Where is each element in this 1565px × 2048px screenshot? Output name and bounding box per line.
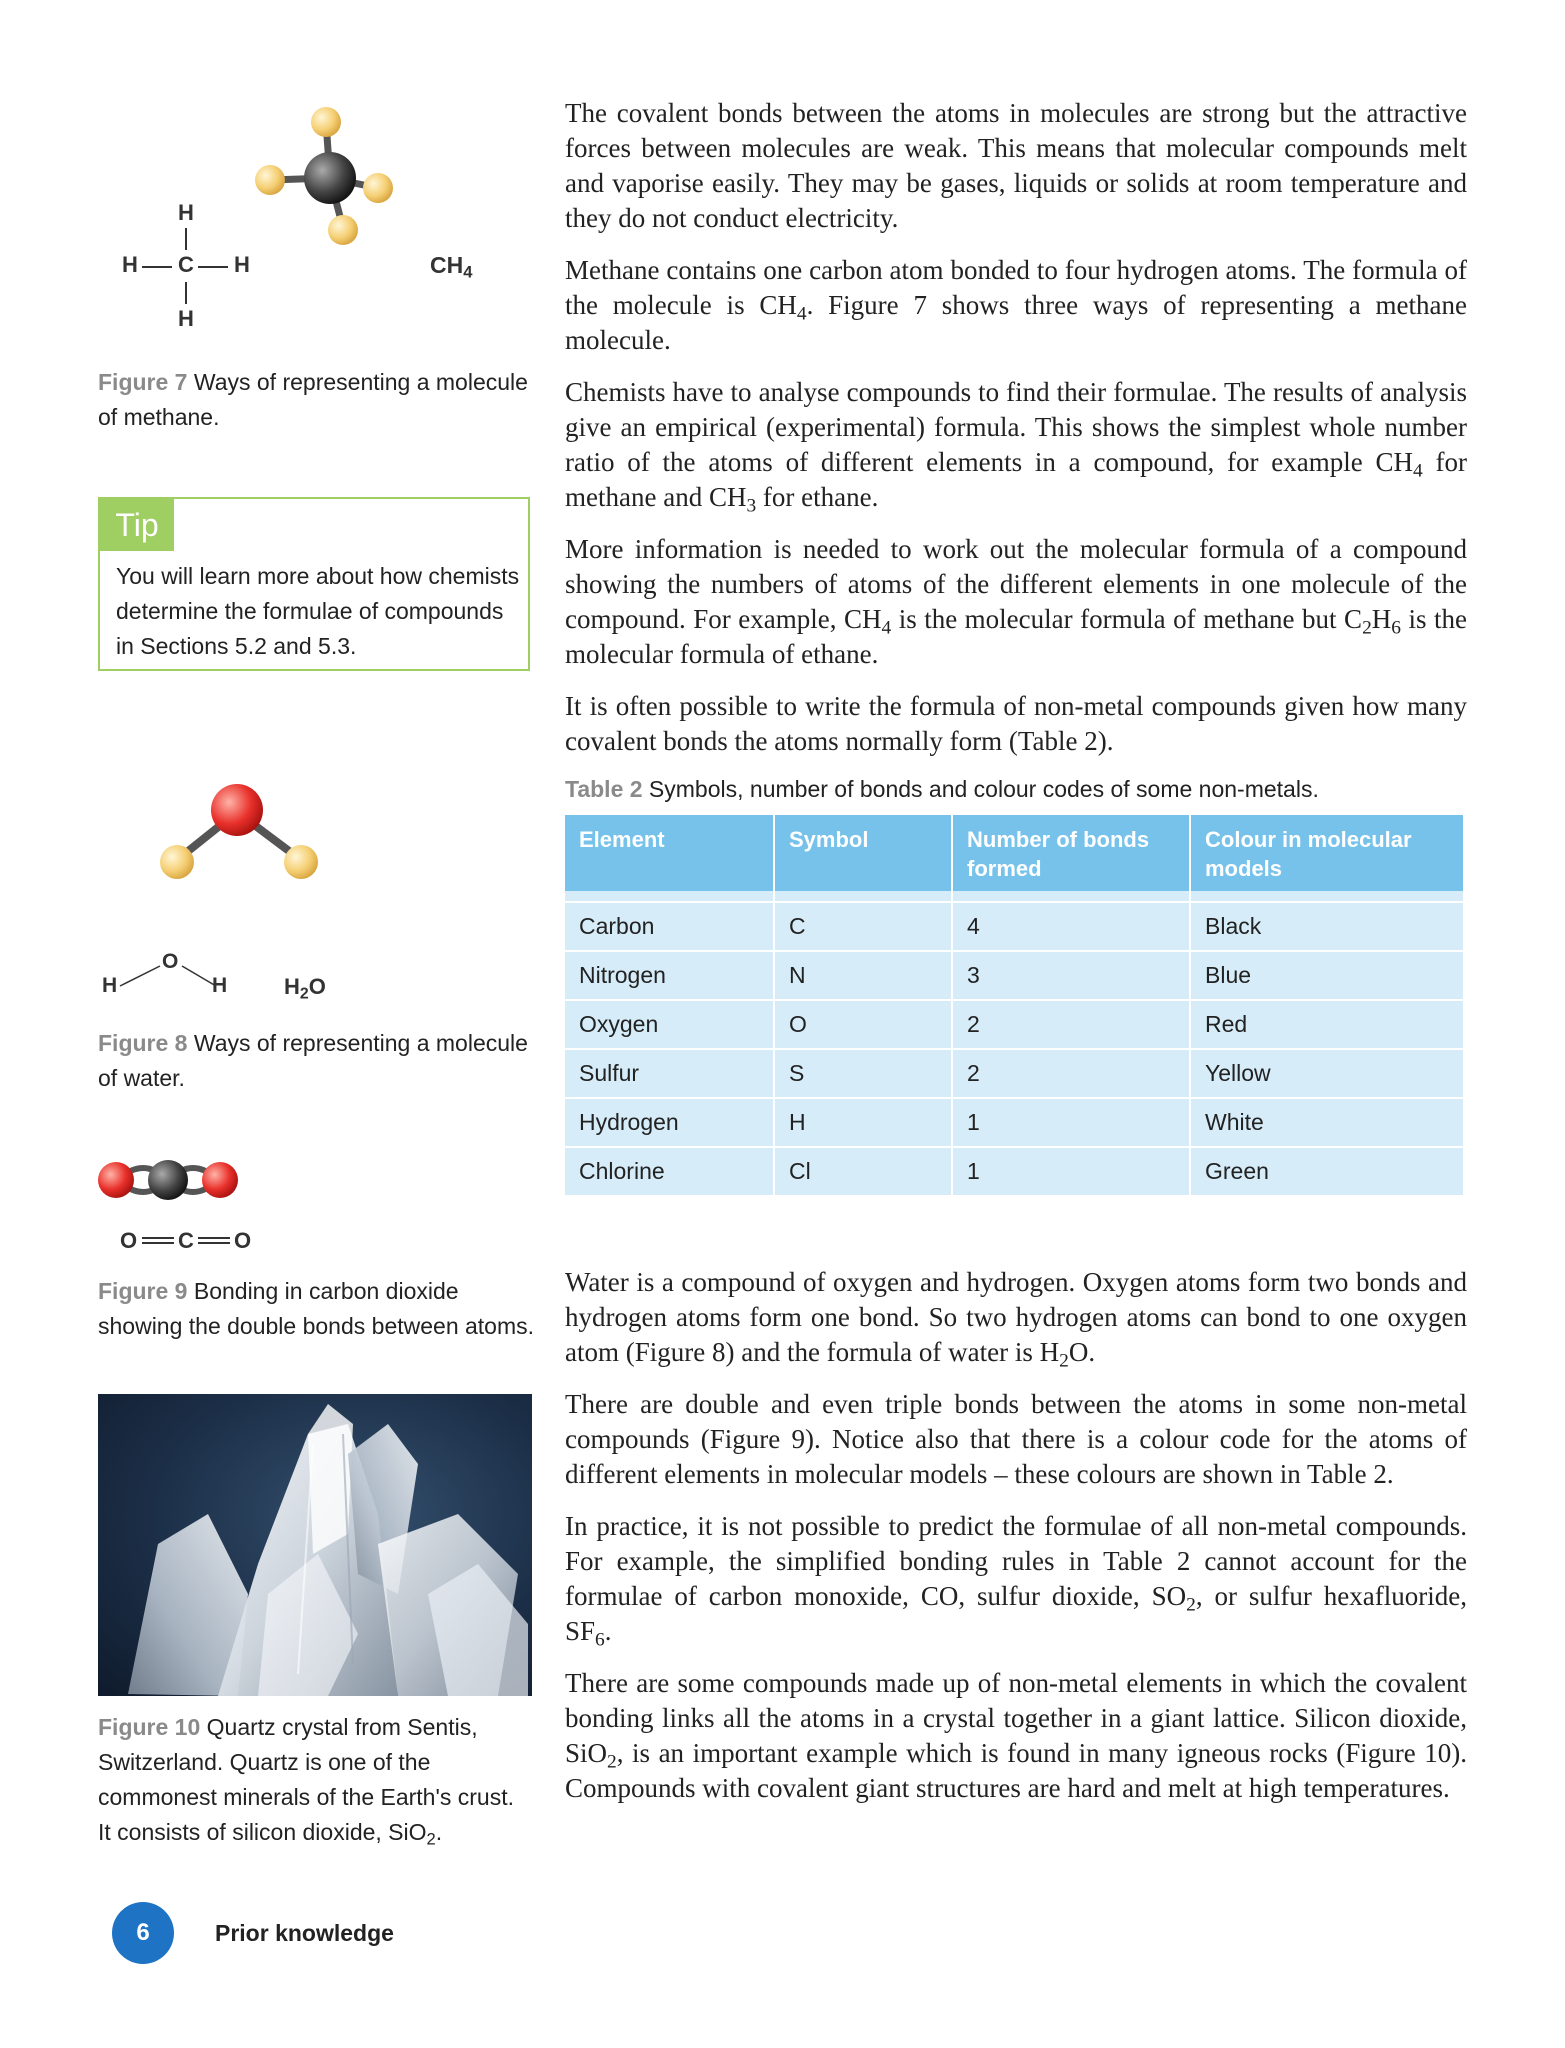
co2-o-left: O (120, 1228, 138, 1253)
table-spacer-row (565, 891, 1464, 902)
cell-colour: White (1190, 1098, 1464, 1147)
double-bond-left (142, 1237, 174, 1244)
cell-symbol: C (774, 902, 952, 951)
cell-colour: Yellow (1190, 1049, 1464, 1098)
right-column (565, 96, 1467, 1823)
header-element: Element (565, 815, 774, 891)
tip-label: Tip (100, 499, 174, 551)
figure-7 (98, 80, 538, 380)
paragraph-double-triple-bonds: There are double and even triple bonds between the atoms in some non-metal compounds (Figure 9). Notice also that there is a colour code for the atoms of different elements in molecular models – these colours are shown in Table 2. (565, 1389, 1467, 1489)
quartz-crystal-photo (98, 1394, 532, 1696)
bond-line-left (142, 266, 172, 268)
cell-bonds: 1 (952, 1098, 1190, 1147)
co2-o-right: O (234, 1228, 252, 1253)
water-formula: $H_2O$ (284, 974, 326, 1003)
paragraph-empirical-formula: Chemists have to analyse compounds to find their formulae. The results of analysis give an empirical (experimental) formula. This shows the simplest whole number ratio of the atoms of different elements in a compound, for example $CH_4$ for methane and $CH_3$ for ethane. (565, 377, 1468, 517)
cell-symbol: S (774, 1049, 952, 1098)
structural-h-top: H (178, 200, 194, 225)
cell-colour: Blue (1190, 951, 1464, 1000)
paragraph-water: Water is a compound of oxygen and hydrogen. Oxygen atoms form two bonds and hydrogen atoms form one bond. So two hydrogen atoms can bond to one oxygen atom (Figure 8) and the formula of water is $H_2O$. (565, 1267, 1467, 1372)
tip-box (98, 497, 530, 671)
cell-element: Sulfur (565, 1049, 774, 1098)
quartz-crystal-illustration (98, 1394, 532, 1696)
cell-bonds: 4 (952, 902, 1190, 951)
figure-10-caption: Figure 10 Quartz crystal from Sentis, Switzerland. Quartz is one of the commonest minerals of the Earth's crust. It consists of silicon dioxide, SiO$_2$. (98, 1714, 514, 1849)
paragraph-giant-lattice: There are some compounds made up of non-metal elements in which the covalent bonding links all the atoms in a crystal together in a giant lattice. Silicon dioxide, SiO$_2$, is an important example which is found in many igneous rocks (Figure 10). Compounds with covalent giant structures are hard and melt at high temperatures. (565, 1668, 1467, 1803)
table-row (565, 1098, 1464, 1147)
figure-8-caption: Figure 8 Ways of representing a molecule of water. (98, 1030, 528, 1091)
cell-symbol: H (774, 1098, 952, 1147)
left-column (98, 80, 538, 1960)
table-2-label: Table 2 (565, 776, 643, 802)
cell-symbol: N (774, 951, 952, 1000)
table-row (565, 902, 1464, 951)
water-structural-o: O (162, 950, 179, 973)
water-structural-h-right: H (212, 974, 228, 997)
methane-structural-formula (98, 200, 298, 350)
cell-element: Nitrogen (565, 951, 774, 1000)
co2-c: C (178, 1228, 194, 1253)
water-structural-h-left: H (102, 974, 118, 997)
paragraph-methane: Methane contains one carbon atom bonded to four hydrogen atoms. The formula of the molecule is $CH_4$. Figure 7 shows three ways of representing a methane molecule. (565, 255, 1467, 355)
double-bond-right (198, 1237, 230, 1244)
paragraph-non-metal-formulae: It is often possible to write the formula of non-metal compounds given how many covalent bonds the atoms normally form (Table 2). (565, 691, 1467, 756)
paragraph-prediction-limits: In practice, it is not possible to predict the formulae of all non-metal compounds. For example, the simplified bonding rules in Table 2 cannot account for the formulae of carbon monoxide, CO, sulfur dioxide, $SO_2$, or sulfur hexafluoride, $SF_6$. (565, 1511, 1467, 1651)
spacer (565, 1195, 1467, 1265)
cell-bonds: 2 (952, 1049, 1190, 1098)
cell-bonds: 3 (952, 951, 1190, 1000)
paragraph-molecular-bonds: The covalent bonds between the atoms in molecules are strong but the attractive forces between molecules are weak. This means that molecular compounds melt and vaporise easily. They may be gases, liquids or solids at room temperature and they do not conduct electricity. (565, 98, 1467, 233)
structural-h-left: H (122, 252, 138, 277)
table-row (565, 1000, 1464, 1049)
bond-line-right (198, 266, 228, 268)
table-2-non-metals (565, 815, 1465, 1195)
table-header-row (565, 815, 1464, 891)
figure-7-caption: Figure 7 Ways of representing a molecule of methane. (98, 369, 528, 430)
paragraph-molecular-formula: More information is needed to work out the molecular formula of a compound showing the numbers of atoms of the different elements in one molecule of the compound. For example, $CH_4$ is the molecular formula of methane but $C_2H_6$ is the molecular formula of ethane. (565, 534, 1467, 669)
structural-h-bottom: H (178, 306, 194, 331)
section-name: Prior knowledge (215, 1920, 394, 1946)
bond-line-vertical-top (185, 228, 187, 250)
figure-10-label: Figure 10 (98, 1714, 201, 1740)
cell-colour: Green (1190, 1147, 1464, 1195)
cell-bonds: 2 (952, 1000, 1190, 1049)
carbon-dioxide-ball-and-stick-model (98, 1150, 278, 1210)
structural-c: C (178, 252, 194, 277)
cell-element: Hydrogen (565, 1098, 774, 1147)
header-symbol: Symbol (774, 815, 952, 891)
table-row (565, 951, 1464, 1000)
figure-9-caption: Figure 9 Bonding in carbon dioxide showing the double bonds between atoms. (98, 1278, 535, 1339)
header-colour: Colour in molecular models (1190, 815, 1464, 891)
cell-element: Oxygen (565, 1000, 774, 1049)
cell-symbol: O (774, 1000, 952, 1049)
water-ball-and-stick-model (143, 780, 343, 890)
figure-9-label: Figure 9 (98, 1278, 188, 1304)
water-structural-formula (98, 950, 298, 1010)
cell-colour: Red (1190, 1000, 1464, 1049)
header-bonds: Number of bonds formed (952, 815, 1190, 891)
figure-8-label: Figure 8 (98, 1030, 188, 1056)
cell-colour: Black (1190, 902, 1464, 951)
tip-text: You will learn more about how chemists determine the formulae of compounds in Sections 5.2 and 5.3. (116, 563, 520, 659)
cell-element: Chlorine (565, 1147, 774, 1195)
page-number-badge: 6 (112, 1902, 174, 1964)
methane-formula: $CH_4$ (430, 252, 473, 282)
water-bond-lines (108, 960, 228, 990)
carbon-dioxide-structural-formula (120, 1228, 280, 1258)
bond-line-vertical-bottom (185, 282, 187, 304)
cell-element: Carbon (565, 902, 774, 951)
cell-symbol: Cl (774, 1147, 952, 1195)
table-row (565, 1049, 1464, 1098)
table-row (565, 1147, 1464, 1195)
structural-h-right: H (234, 252, 250, 277)
cell-bonds: 1 (952, 1147, 1190, 1195)
table-2-caption: Table 2 Symbols, number of bonds and colour codes of some non-metals. (565, 776, 1319, 802)
figure-7-label: Figure 7 (98, 369, 188, 395)
